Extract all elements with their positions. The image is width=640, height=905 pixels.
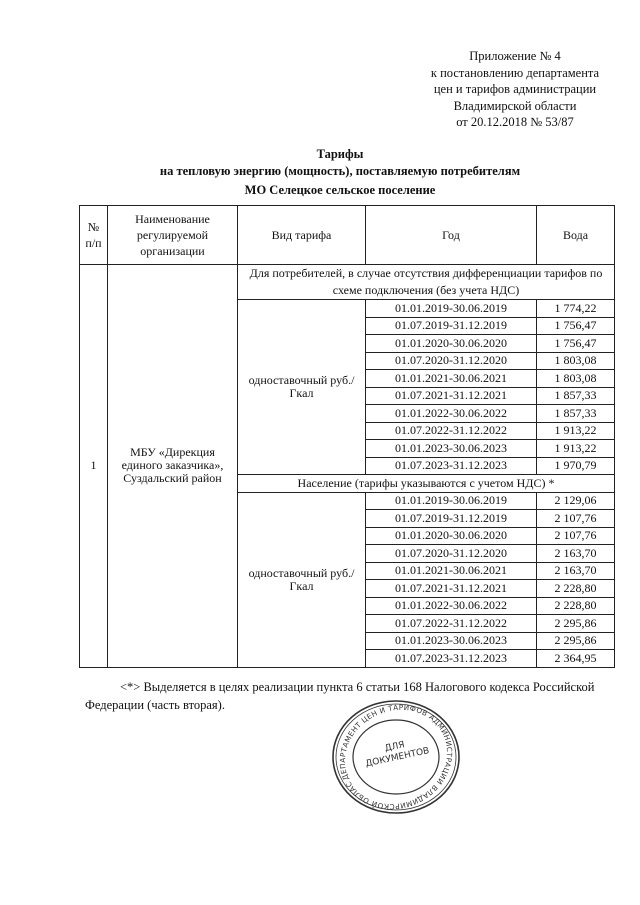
period-cell: 01.07.2019-31.12.2019 <box>366 510 537 528</box>
value-cell: 1 970,79 <box>537 457 615 475</box>
table-header-row <box>80 206 615 265</box>
value-cell: 2 129,06 <box>537 492 615 510</box>
header-type: Вид тарифа <box>238 206 366 265</box>
period-cell: 01.07.2020-31.12.2020 <box>366 545 537 563</box>
title-line: на тепловую энергию (мощность), поставляемую потребителям <box>159 164 521 178</box>
period-cell: 01.01.2023-30.06.2023 <box>366 440 537 458</box>
row-number: 1 <box>80 265 108 668</box>
value-cell: 1 803,08 <box>537 370 615 388</box>
period-cell: 01.01.2019-30.06.2019 <box>366 492 537 510</box>
tariff-type: одноставочный руб./Гкал <box>238 492 366 667</box>
tariff-type: одноставочный руб./Гкал <box>238 300 366 475</box>
period-cell: 01.01.2021-30.06.2021 <box>366 562 537 580</box>
footnote: <*> Выделяется в целях реализации пункта 6 статьи 168 Налогового кодекса Российской Федерации (часть вторая). <box>85 680 595 712</box>
appendix-line: Владимирской области <box>453 98 577 113</box>
period-cell: 01.07.2021-31.12.2021 <box>366 387 537 405</box>
value-cell: 1 913,22 <box>537 440 615 458</box>
group-header: Для потребителей, в случае отсутствия дифференциации тарифов по схеме подключения (без учета НДС) <box>238 265 615 300</box>
official-stamp <box>330 698 462 816</box>
period-cell: 01.01.2022-30.06.2022 <box>366 597 537 615</box>
period-cell: 01.01.2023-30.06.2023 <box>366 632 537 650</box>
period-cell: 01.07.2022-31.12.2022 <box>366 422 537 440</box>
period-cell: 01.01.2019-30.06.2019 <box>366 300 537 318</box>
period-cell: 01.07.2021-31.12.2021 <box>366 580 537 598</box>
organization-name: МБУ «Дирекция единого заказчика», Суздальский район <box>108 265 238 668</box>
header-water: Вода <box>537 206 615 265</box>
stamp-ring-text: ДЕПАРТАМЕНТ ЦЕН И ТАРИФОВ АДМИНИСТРАЦИИ ВЛАДИМИРСКОЙ ОБЛАСТИ <box>337 702 455 812</box>
value-cell: 1 857,33 <box>537 387 615 405</box>
value-cell: 1 803,08 <box>537 352 615 370</box>
value-cell: 2 228,80 <box>537 597 615 615</box>
value-cell: 2 228,80 <box>537 580 615 598</box>
period-cell: 01.07.2023-31.12.2023 <box>366 457 537 475</box>
header-year: Год <box>366 206 537 265</box>
title-line: Тарифы <box>316 147 364 161</box>
appendix-line: к постановлению департамента <box>430 65 600 80</box>
period-cell: 01.01.2021-30.06.2021 <box>366 370 537 388</box>
value-cell: 1 756,47 <box>537 317 615 335</box>
period-cell: 01.01.2020-30.06.2020 <box>366 335 537 353</box>
value-cell: 2 295,86 <box>537 632 615 650</box>
value-cell: 1 857,33 <box>537 405 615 423</box>
appendix-line: Приложение № 4 <box>469 49 561 63</box>
document-subtitle: МО Селецкое сельское поселение <box>244 183 436 197</box>
value-cell: 2 295,86 <box>537 615 615 633</box>
document-title <box>120 146 560 180</box>
period-cell: 01.07.2022-31.12.2022 <box>366 615 537 633</box>
period-cell: 01.07.2019-31.12.2019 <box>366 317 537 335</box>
header-num: № п/п <box>80 206 108 265</box>
value-cell: 2 107,76 <box>537 527 615 545</box>
period-cell: 01.01.2022-30.06.2022 <box>366 405 537 423</box>
value-cell: 2 163,70 <box>537 545 615 563</box>
value-cell: 1 774,22 <box>537 300 615 318</box>
tariff-table <box>79 205 615 668</box>
header-org: Наименование регулируемой организации <box>108 206 238 265</box>
period-cell: 01.01.2020-30.06.2020 <box>366 527 537 545</box>
value-cell: 2 107,76 <box>537 510 615 528</box>
appendix-line: цен и тарифов администрации <box>433 82 597 96</box>
appendix-block <box>400 48 630 131</box>
period-cell: 01.07.2023-31.12.2023 <box>366 650 537 668</box>
value-cell: 2 163,70 <box>537 562 615 580</box>
group-header: Население (тарифы указываются с учетом НДС) * <box>238 475 615 493</box>
period-cell: 01.07.2020-31.12.2020 <box>366 352 537 370</box>
stamp-inner-text: ДЛЯ ДОКУМЕНТОВ <box>364 740 431 770</box>
appendix-line: от 20.12.2018 № 53/87 <box>456 115 574 129</box>
value-cell: 2 364,95 <box>537 650 615 668</box>
value-cell: 1 913,22 <box>537 422 615 440</box>
value-cell: 1 756,47 <box>537 335 615 353</box>
